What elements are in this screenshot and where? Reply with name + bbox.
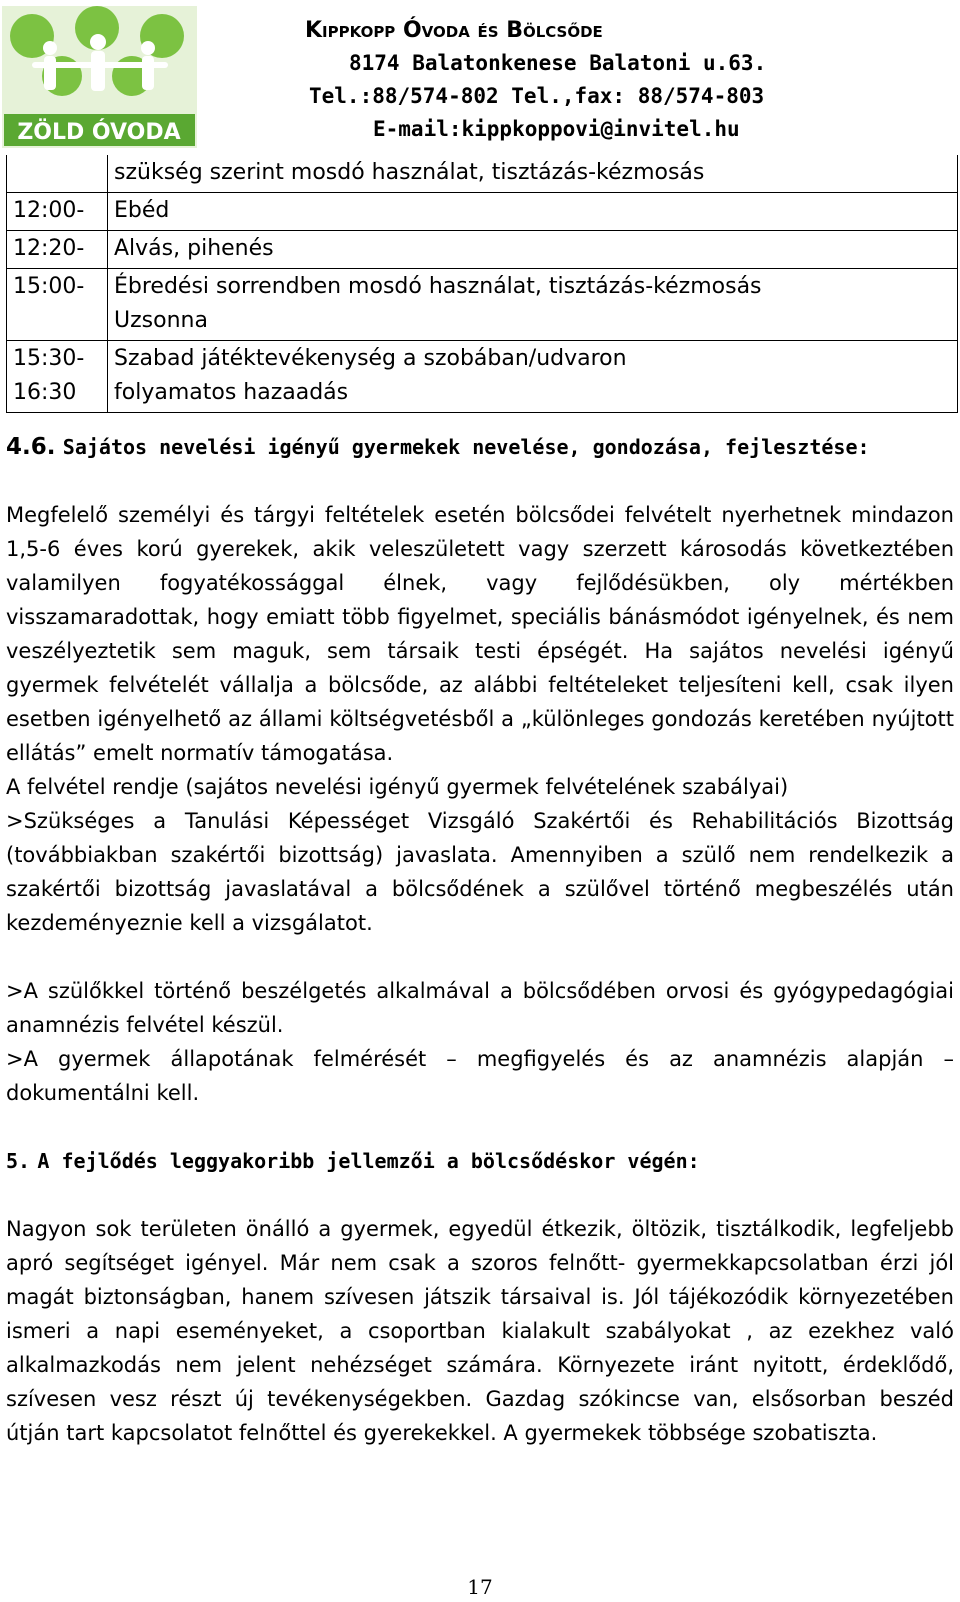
section-heading-4-6: [6, 430, 954, 464]
schedule-activity: Ebéd: [108, 193, 958, 231]
page-number: 17: [467, 1575, 493, 1599]
document-body: [6, 430, 954, 1450]
paragraph: >A gyermek állapotának felmérését – megfigyelés és az anamnézis alapján – dokumentálni kell.: [6, 1047, 954, 1105]
section-number: 5.: [6, 1149, 31, 1173]
schedule-activity: Alvás, pihenés: [108, 231, 958, 269]
schedule-time: [7, 341, 108, 413]
schedule-time: 12:20-: [7, 231, 108, 269]
institution-email: E-mail:kippkoppovi@invitel.hu: [373, 117, 740, 141]
schedule-row: [7, 269, 958, 341]
schedule-activity-line: Uzsonna: [114, 308, 208, 333]
section-heading-5: [6, 1144, 954, 1178]
schedule-time: [7, 155, 108, 193]
schedule-activity: szükség szerint mosdó használat, tisztázás-kézmosás: [108, 155, 958, 193]
institution-name: Kippkopp Óvoda és Bölcsőde: [305, 18, 603, 43]
schedule-time-start: 15:30-: [13, 346, 85, 371]
paragraph: A felvétel rendje (sajátos nevelési igényű gyermek felvételének szabályai): [6, 775, 789, 799]
section-title: A fejlődés leggyakoribb jellemzői a bölcsődéskor végén:: [37, 1149, 700, 1173]
schedule-activity: [108, 341, 958, 413]
logo-text: ZÖLD ÓVODA: [17, 120, 181, 145]
paragraph: Megfelelő személyi és tárgyi feltételek esetén bölcsődei felvételt nyerhetnek mindazon 1,5-6 éves korú gyerekek, akik veleszületett vagy szerzett károsodás következtében valamilyen fogyatékossággal élnek, vagy fejlődésükben, oly mértékben visszamaradottak, hogy emiatt több figyelmet, speciális bánásmódot igényelnek, és nem veszélyeztetik sem maguk, sem társaik testi épségét. Ha sajátos nevelési igényű gyermek felvételét vállalja a bölcsőde, az alábbi feltételeket teljesíteni kell, csak ilyen esetben igényelhető az állami költségvetésből a „különleges gondozás keretében nyújtott ellátás” emelt normatív támogatása.: [6, 503, 954, 765]
daily-schedule-table: [6, 155, 958, 413]
schedule-activity-line: Szabad játéktevékenység a szobában/udvaron: [114, 346, 627, 371]
paragraph: Nagyon sok területen önálló a gyermek, egyedül étkezik, öltözik, tisztálkodik, legfeljebb apró segítséget igényel. Már nem csak a szoros felnőtt- gyermekkapcsolatban érzi jól magát biztonságban, hanem szívesen játszik társaival is. Jól tájékozódik környezetében ismeri a napi eseményeket, a csoportban kialakult szabályokat , az ezekhez való alkalmazkodás nem jelent nehézséget számára. Környezete iránt nyitott, érdeklődő, szívesen vesz részt új tevékenységekben. Gazdag szókincse van, elsősorban beszéd útján tart kapcsolatot felnőttel és gyerekekkel. A gyermekek többsége szobatiszta.: [6, 1217, 954, 1445]
school-logo: [2, 6, 197, 148]
schedule-activity: [108, 269, 958, 341]
paragraph: >Szükséges a Tanulási Képességet Vizsgáló Szakértői és Rehabilitációs Bizottság (továbbiakban szakértői bizottság) javaslata. Amennyiben a szülő nem rendelkezik a szakértői bizottság javaslatával a bölcsődének a szülővel történő megbeszélés után kezdeményeznie kell a vizsgálatot.: [6, 809, 954, 935]
schedule-row: [7, 155, 958, 193]
section-title: Sajátos nevelési igényű gyermekek nevelése, gondozása, fejlesztése:: [62, 435, 870, 459]
institution-address: 8174 Balatonkenese Balatoni u.63.: [349, 51, 767, 75]
paragraph: >A szülőkkel történő beszélgetés alkalmával a bölcsődében orvosi és gyógypedagógiai anamnézis felvétel készül.: [6, 979, 954, 1037]
institution-phone: Tel.:88/574-802 Tel.,fax: 88/574-803: [309, 84, 765, 108]
schedule-time-end: 16:30: [13, 380, 77, 405]
schedule-time: 15:00-: [7, 269, 108, 341]
institution-header: [305, 14, 825, 146]
schedule-row: [7, 193, 958, 231]
schedule-activity-line: Ébredési sorrendben mosdó használat, tisztázás-kézmosás: [114, 274, 762, 299]
schedule-time: 12:00-: [7, 193, 108, 231]
schedule-row: [7, 231, 958, 269]
section-number: 4.6.: [6, 434, 56, 460]
schedule-activity-line: folyamatos hazaadás: [114, 380, 349, 405]
schedule-row: [7, 341, 958, 413]
